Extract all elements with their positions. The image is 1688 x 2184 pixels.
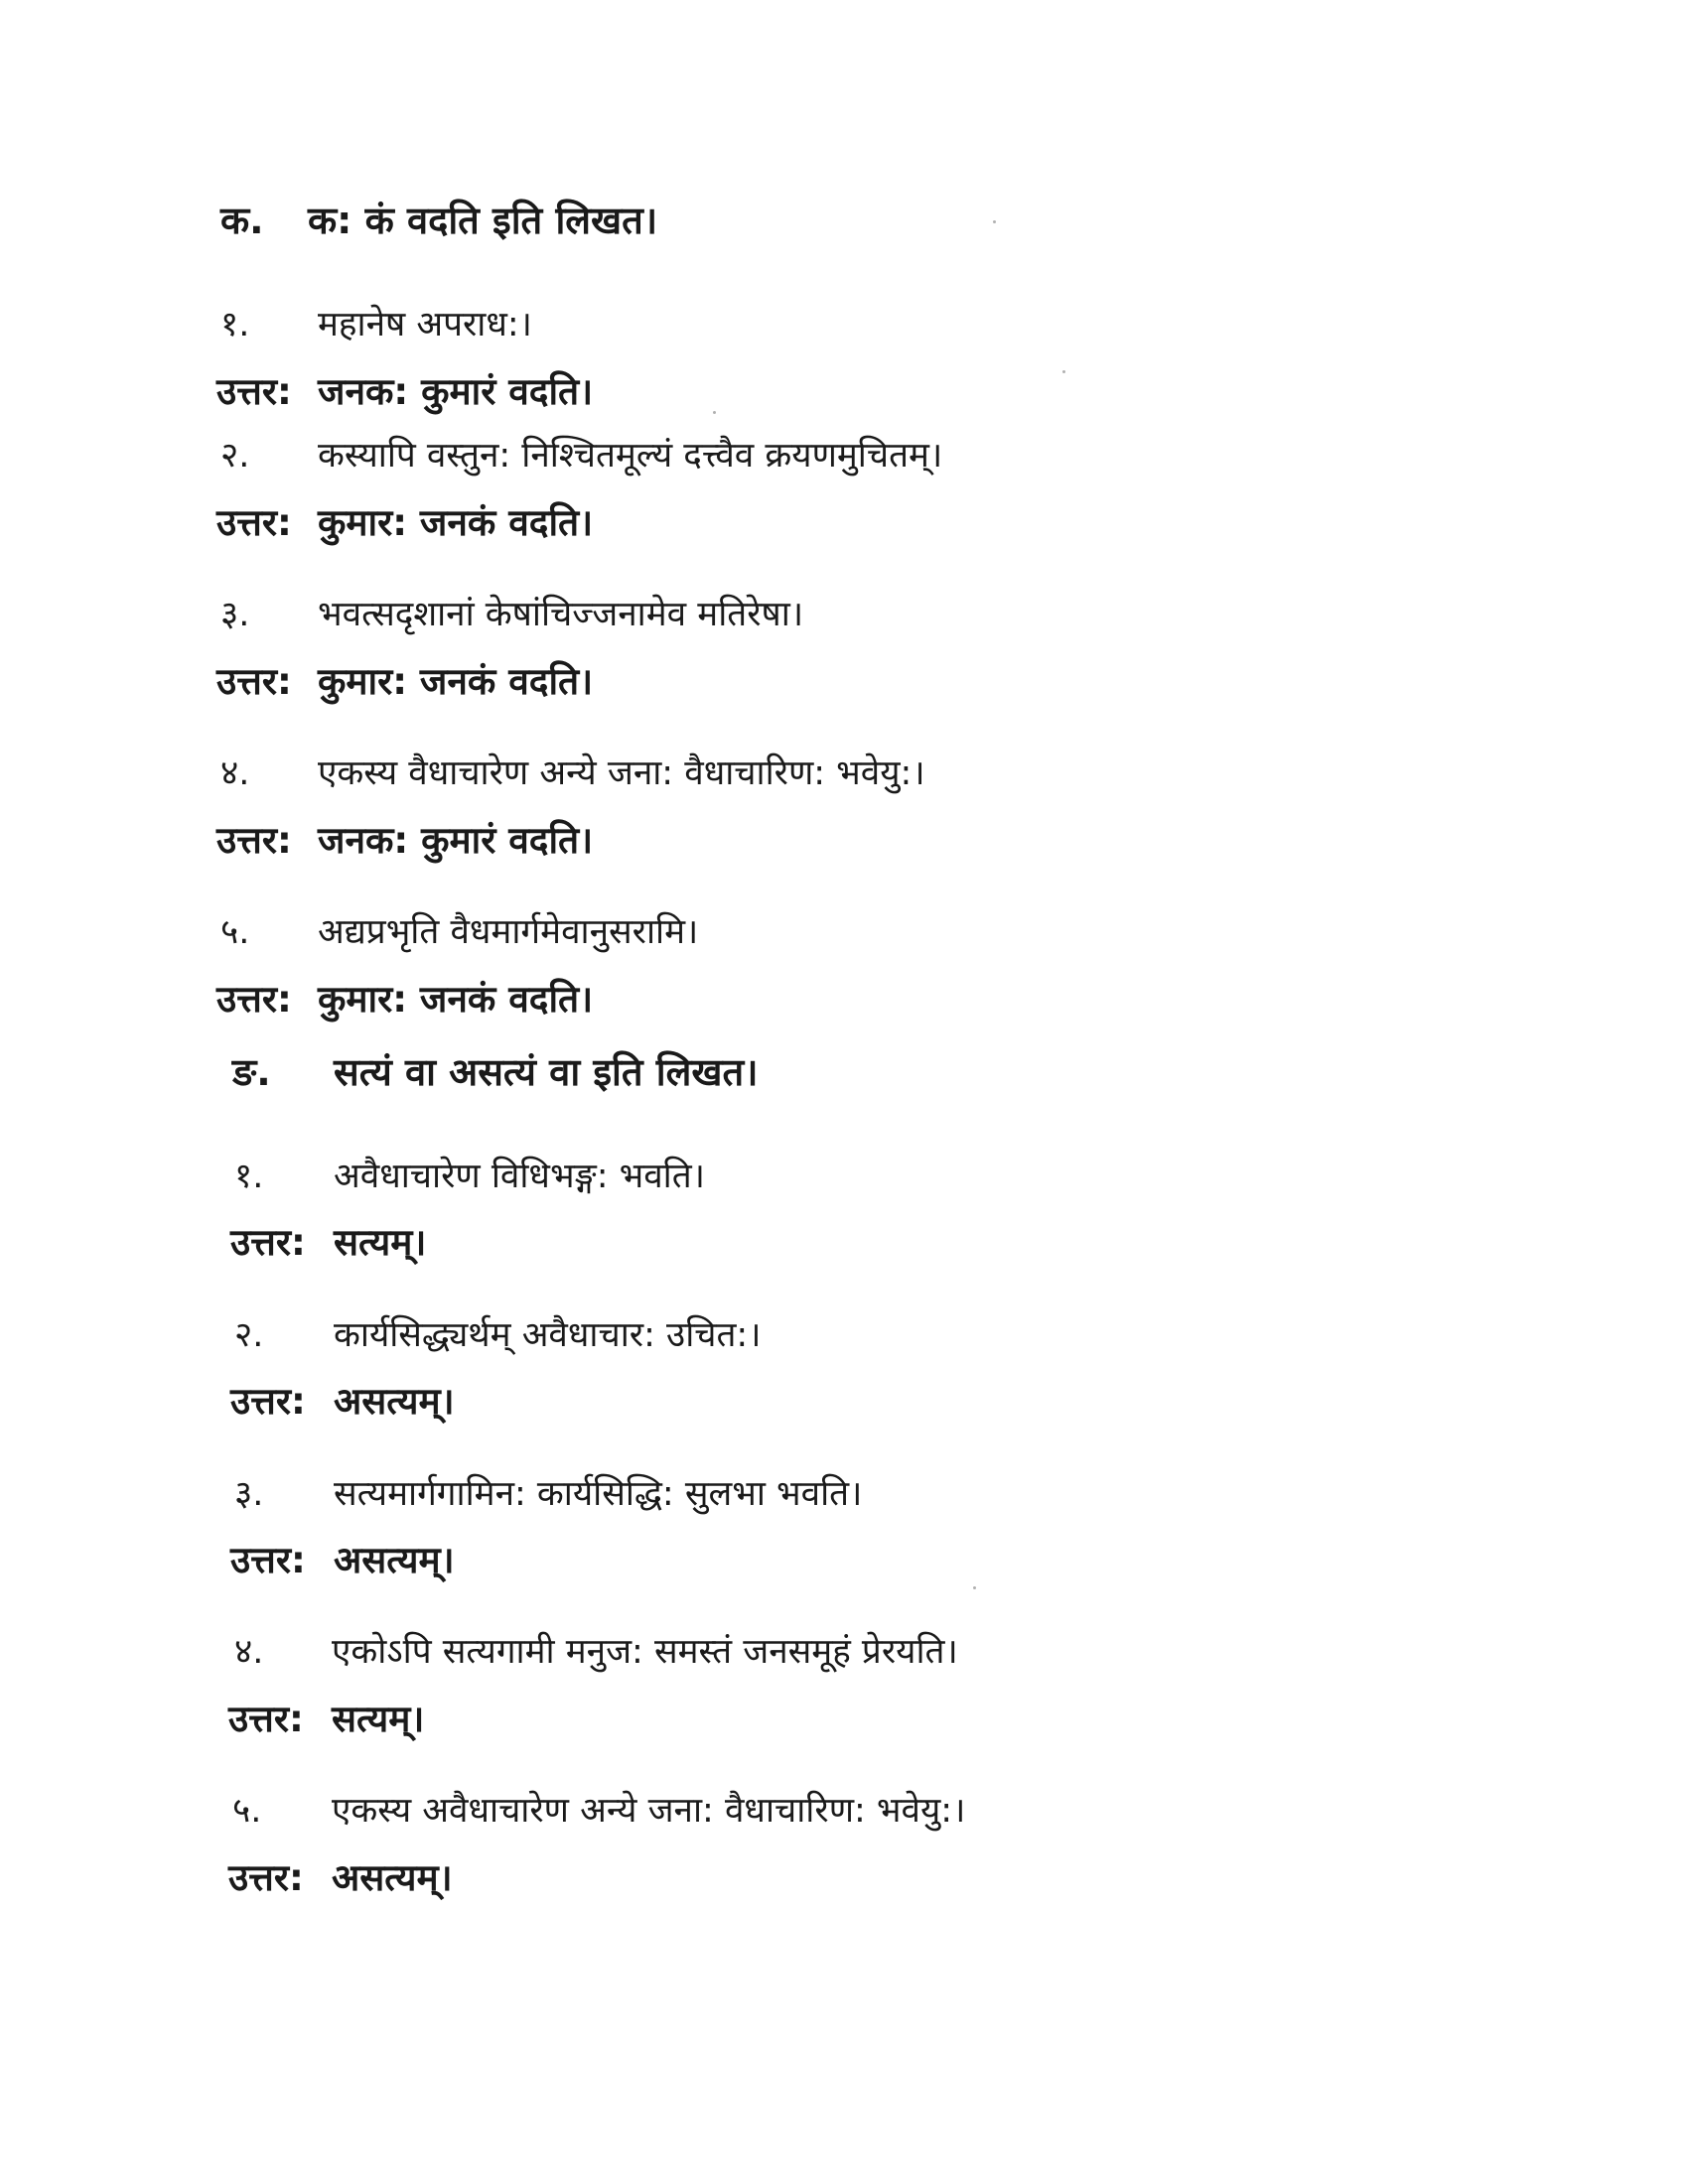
question-number: ३. <box>234 1474 264 1514</box>
question-b2 <box>234 1314 762 1356</box>
section-b-heading <box>232 1050 759 1096</box>
answer-label: उत्तर: <box>216 660 292 703</box>
answer-text: असत्यम्। <box>334 1380 455 1423</box>
question-number: २. <box>234 1315 264 1355</box>
answer-a2 <box>216 501 593 545</box>
scan-speck <box>973 1586 976 1589</box>
question-text: एकस्य अवैधाचारेण अन्ये जना: वैधाचारिण: भवेयु:। <box>332 1791 966 1831</box>
answer-a3 <box>216 660 593 704</box>
question-b5 <box>232 1790 965 1832</box>
question-number: ३. <box>220 595 250 634</box>
answer-text: कुमार: जनकं वदति। <box>318 978 594 1021</box>
question-text: सत्यमार्गगामिन: कार्यसिद्धि: सुलभा भवति। <box>334 1474 863 1514</box>
question-text: अवैधाचारेण विधिभङ्ग: भवति। <box>334 1157 705 1196</box>
question-number: ४. <box>234 1632 264 1672</box>
question-number: १. <box>234 1157 264 1196</box>
answer-text: जनक: कुमारं वदति। <box>318 370 594 413</box>
answer-label: उत्तर: <box>228 1698 304 1740</box>
question-number: ४. <box>220 753 250 793</box>
section-b-label: ङ. <box>232 1050 271 1094</box>
section-a-label: क. <box>220 199 264 242</box>
answer-b1 <box>230 1221 426 1265</box>
section-a-heading <box>220 199 657 244</box>
question-number: ५. <box>220 912 250 952</box>
question-text: कस्यापि वस्तुन: निश्चितमूल्यं दत्त्वैव क्रयणमुचितम्। <box>318 436 943 476</box>
answer-a5 <box>216 978 593 1022</box>
question-number: ५. <box>232 1791 262 1831</box>
question-number: २. <box>220 436 250 476</box>
answer-text: कुमार: जनकं वदति। <box>318 660 594 703</box>
answer-text: कुमार: जनकं वदति। <box>318 501 594 544</box>
question-b1 <box>234 1156 705 1197</box>
answer-b2 <box>230 1380 455 1424</box>
answer-b4 <box>228 1698 424 1741</box>
question-text: कार्यसिद्ध्यर्थम् अवैधाचार: उचित:। <box>334 1315 762 1355</box>
question-text: महानेष अपराध:। <box>318 305 532 344</box>
answer-label: उत्तर: <box>216 370 292 413</box>
question-a2 <box>220 435 942 477</box>
section-a-title: क: कं वदति इति लिखत। <box>308 199 658 242</box>
scan-speck <box>1062 370 1065 373</box>
question-a4 <box>220 752 925 794</box>
answer-label: उत्तर: <box>216 978 292 1021</box>
answer-a1 <box>216 370 593 414</box>
answer-label: उत्तर: <box>216 501 292 544</box>
section-b-title: सत्यं वा असत्यं वा इति लिखत। <box>334 1050 759 1094</box>
answer-text: सत्यम्। <box>334 1221 427 1264</box>
answer-label: उत्तर: <box>216 819 292 862</box>
answer-label: उत्तर: <box>228 1856 304 1899</box>
scan-speck <box>993 220 996 223</box>
answer-label: उत्तर: <box>230 1539 306 1581</box>
question-a5 <box>220 911 698 953</box>
answer-a4 <box>216 819 593 863</box>
question-text: एकोऽपि सत्यगामी मनुज: समस्तं जनसमूहं प्रेरयति। <box>332 1632 958 1672</box>
answer-label: उत्तर: <box>230 1221 306 1264</box>
answer-text: असत्यम्। <box>334 1539 455 1581</box>
question-b3 <box>234 1473 862 1515</box>
answer-label: उत्तर: <box>230 1380 306 1423</box>
question-a1 <box>220 304 532 345</box>
question-a3 <box>220 594 803 635</box>
question-text: एकस्य वैधाचारेण अन्ये जना: वैधाचारिण: भवेयु:। <box>318 753 925 793</box>
scan-speck <box>713 411 716 414</box>
question-text: भवत्सदृशानां केषांचिज्जनामेव मतिरेषा। <box>318 595 804 634</box>
question-number: १. <box>220 305 250 344</box>
question-text: अद्यप्रभृति वैधमार्गमेवानुसरामि। <box>318 912 699 952</box>
answer-text: जनक: कुमारं वदति। <box>318 819 594 862</box>
answer-text: असत्यम्। <box>332 1856 453 1899</box>
answer-b5 <box>228 1856 453 1900</box>
question-b4 <box>234 1631 958 1673</box>
answer-text: सत्यम्। <box>332 1698 425 1740</box>
answer-b3 <box>230 1539 455 1582</box>
